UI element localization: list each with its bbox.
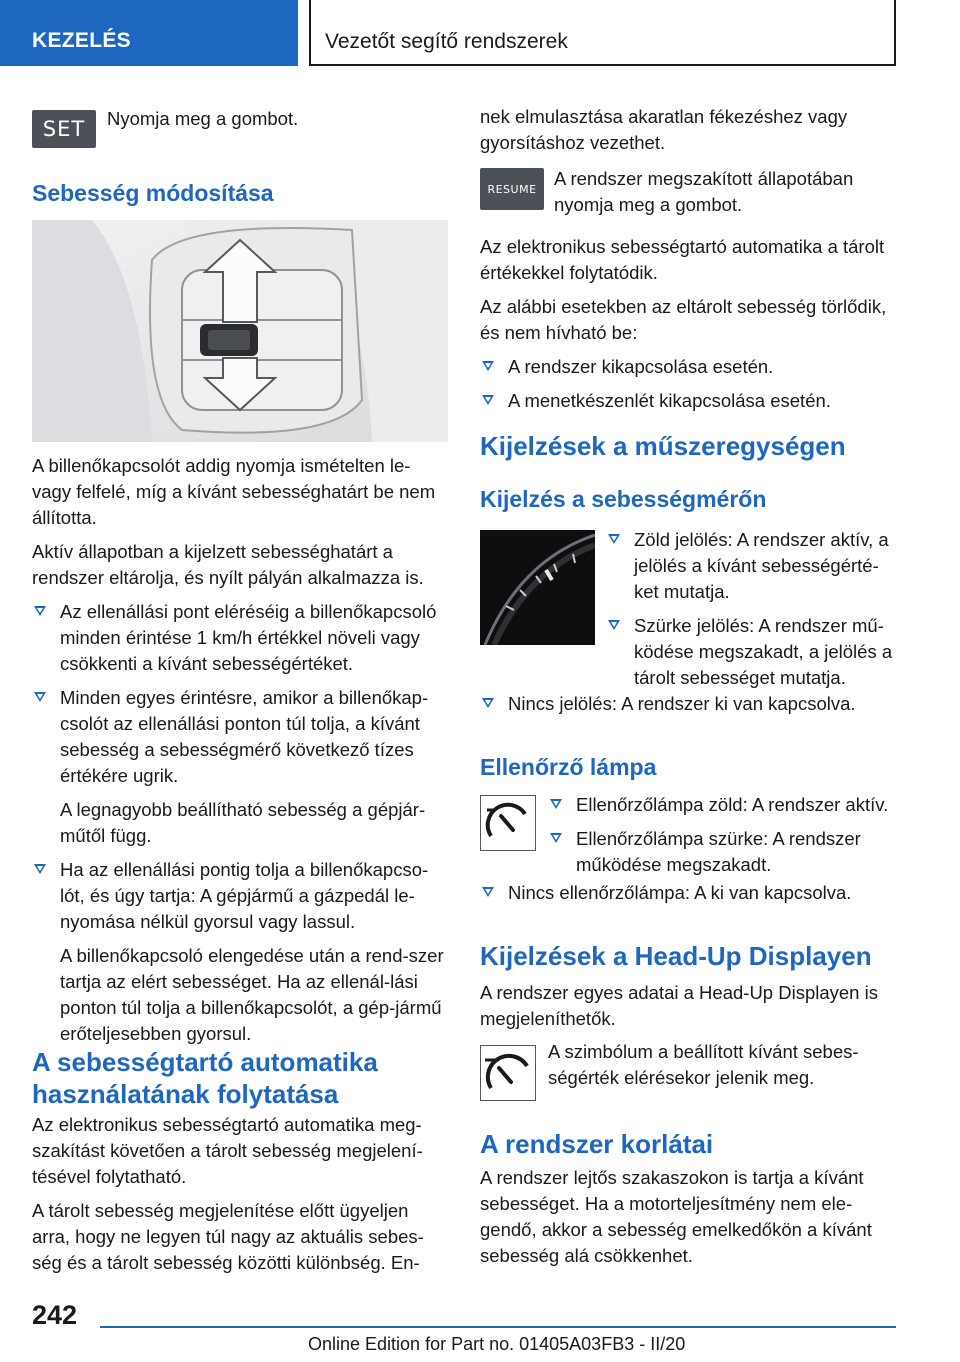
- list-item: Minden egyes érintésre, amikor a billenőkap-csolót az ellenállási ponton túl tolja, a kívánt sebesség a sebességmérő következő tízes értékére ugrik.: [32, 685, 450, 789]
- list-item: Az ellenállási pont eléréséig a billenőkapcsoló minden érintése 1 km/h értékkel növeli vagy csökkenti a kívánt sebességértéket.: [32, 599, 450, 677]
- list-item: Nincs ellenőrzőlámpa: A ki van kapcsolva.: [480, 880, 900, 906]
- set-instruction: Nyomja meg a gombot.: [107, 108, 299, 129]
- heading-resume: A sebességtartó automatika használatának folytatása: [32, 1047, 378, 1109]
- bullet-triangle-icon: [482, 887, 494, 897]
- paragraph-continues: Az elektronikus sebességtartó automatika a tárolt értékekkel folytatódik.: [480, 236, 885, 283]
- list-item: Szürke jelölés: A rendszer mű-ködése megszakadt, a jelölés a tárolt sebességet mutatja.: [606, 613, 900, 691]
- header-chapter-box: [311, 0, 896, 66]
- paragraph-resume: Az elektronikus sebességtartó automatika meg-szakítást követően a tárolt sebesség megjelení-tésével folytatható.: [32, 1114, 423, 1187]
- heading-speed-change: Sebesség módosítása: [32, 180, 274, 206]
- paragraph-toggle: A billenőkapcsolót addig nyomja ismételten le- vagy felfelé, míg a kívánt sebességhatárt be nem állította.: [32, 455, 436, 528]
- bullet-triangle-icon: [608, 534, 620, 544]
- header-chapter-title: Vezetőt segítő rendszerek: [325, 30, 568, 53]
- bullet-triangle-icon: [34, 692, 46, 702]
- steering-switch-illustration: [32, 220, 448, 442]
- footer-edition: Online Edition for Part no. 01405A03FB3 - II/20: [308, 1334, 686, 1354]
- heading-hud: Kijelzések a Head-Up Displayen: [480, 941, 872, 971]
- heading-displays: Kijelzések a műszeregységen: [480, 431, 846, 461]
- bullet-triangle-icon: [482, 698, 494, 708]
- speedometer-marking-image: [480, 530, 595, 645]
- bullet-triangle-icon: [482, 395, 494, 405]
- page-number: 242: [32, 1300, 78, 1330]
- hud-cruise-icon: [480, 1045, 536, 1101]
- resume-button-icon: RESUME: [480, 168, 544, 210]
- list-item-note: A billenőkapcsoló elengedése után a rend-szer tartja az elért sebességet. Ha az ellenál-lási ponton túl tolja a billenőkapcsolót, a gép-jármű erőteljesebben gyorsul.: [60, 945, 444, 1044]
- set-button-icon: SET: [32, 110, 96, 148]
- paragraph-continued: nek elmulasztása akaratlan fékezéshez vagy gyorsításhoz vezethet.: [480, 106, 848, 153]
- footer-rule: [100, 1326, 896, 1328]
- bullet-triangle-icon: [34, 606, 46, 616]
- header-section-title: KEZELÉS: [32, 29, 131, 52]
- paragraph-limits: A rendszer lejtős szakaszokon is tartja a kívánt sebességet. Ha a motorteljesítmény nem ele-gendő, akkor a sebesség emelkedőkön a kívánt sebesség alá csökkenhet.: [480, 1167, 872, 1266]
- paragraph-deleted: Az alábbi esetekben az eltárolt sebesség törlődik, és nem hívható be:: [480, 296, 887, 343]
- bullet-triangle-icon: [482, 361, 494, 371]
- paragraph-hud: A rendszer egyes adatai a Head-Up Displayen is megjeleníthetők.: [480, 982, 878, 1029]
- list-item: A rendszer kikapcsolása esetén.: [480, 354, 900, 380]
- heading-system-limits: A rendszer korlátai: [480, 1129, 714, 1159]
- bullet-triangle-icon: [34, 864, 46, 874]
- bullet-triangle-icon: [550, 833, 562, 843]
- list-item: Ellenőrzőlámpa szürke: A rendszer működése megszakadt.: [548, 826, 900, 878]
- paragraph-warning: A tárolt sebesség megjelenítése előtt ügyeljen arra, hogy ne legyen túl nagy az aktuális sebes-ség és a tárolt sebesség közötti különbség. En-: [32, 1200, 424, 1273]
- heading-speedometer: Kijelzés a sebességmérőn: [480, 486, 767, 512]
- list-item-note: A legnagyobb beállítható sebesség a gépjár-műtől függ.: [60, 799, 426, 846]
- list-item: Ha az ellenállási pontig tolja a billenőkapcso-lót, és úgy tartja: A gépjármű a gázpedál le-nyomása nélkül gyorsul vagy lassul.: [32, 857, 450, 935]
- bullet-triangle-icon: [608, 620, 620, 630]
- list-item: Ellenőrzőlámpa zöld: A rendszer aktív.: [548, 792, 900, 818]
- list-item: Zöld jelölés: A rendszer aktív, a jelölés a kívánt sebességérté-ket mutatja.: [606, 527, 900, 605]
- hud-symbol-text: A szimbólum a beállított kívánt sebes-ségérték elérésekor jelenik meg.: [548, 1041, 859, 1088]
- heading-indicator-lamp: Ellenőrző lámpa: [480, 754, 657, 780]
- paragraph-active: Aktív állapotban a kijelzett sebességhatárt a rendszer eltárolja, és nyílt pályán alkalmazza is.: [32, 541, 424, 588]
- header-section-tab: [0, 0, 298, 66]
- bullet-triangle-icon: [550, 799, 562, 809]
- list-item: A menetkészenlét kikapcsolása esetén.: [480, 388, 900, 414]
- resume-instruction: A rendszer megszakított állapotában nyomja meg a gombot.: [554, 168, 854, 215]
- cruise-lamp-icon: [480, 795, 536, 851]
- list-item: Nincs jelölés: A rendszer ki van kapcsolva.: [480, 691, 900, 717]
